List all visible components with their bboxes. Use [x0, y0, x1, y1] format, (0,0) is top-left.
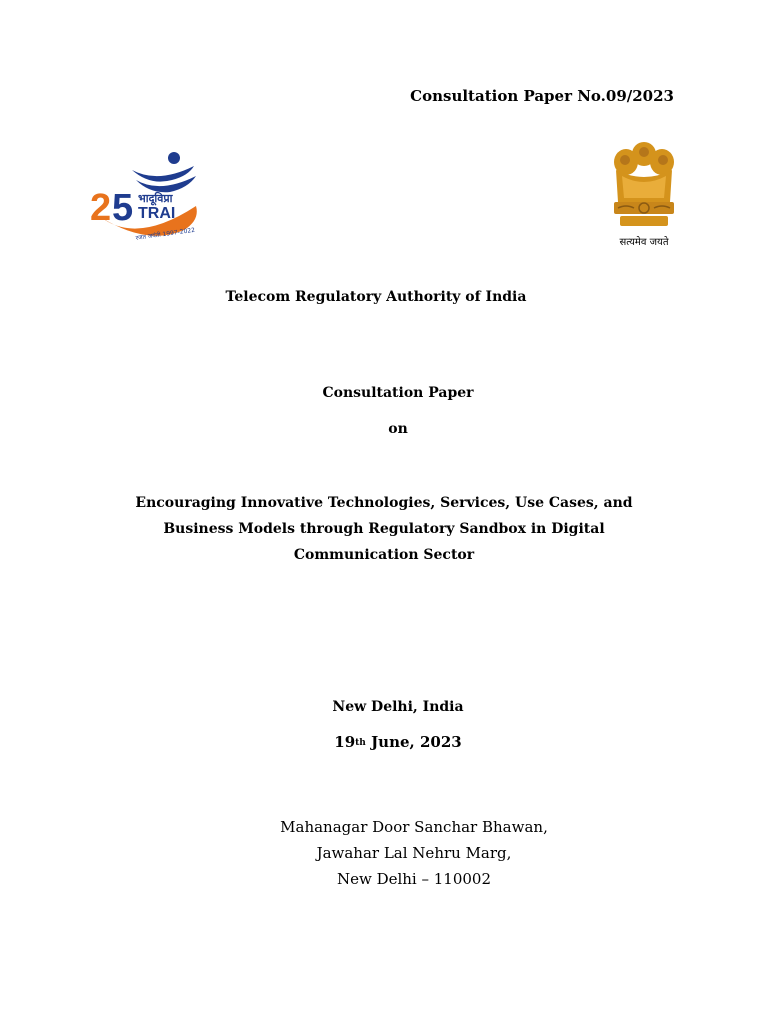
trai-logo [88, 148, 208, 244]
emblem-motto: सत्यमेव जयते [619, 237, 669, 248]
address [30, 814, 768, 892]
date [14, 733, 768, 751]
address-line: Mahanagar Door Sanchar Bhawan, [280, 818, 548, 836]
title-line: Communication Sector [293, 547, 475, 563]
place: New Delhi, India [332, 699, 464, 715]
authority-name: Telecom Regulatory Authority of India [225, 289, 527, 305]
paper-number: Consultation Paper No.09/2023 [410, 87, 674, 105]
connector-word: on [388, 421, 408, 437]
address-line: Jawahar Lal Nehru Marg, [316, 844, 512, 862]
trai-numeral-2: 2 [90, 187, 112, 229]
trai-numeral-5: 5 [112, 187, 134, 229]
national-emblem [604, 140, 684, 250]
date-rest: June, 2023 [365, 733, 462, 751]
trai-hindi-name: भादूविप्रा [138, 192, 173, 205]
lion-capital-icon [604, 140, 684, 232]
paper-title [0, 490, 768, 568]
date-suffix: th [355, 738, 366, 748]
date-day: 19 [334, 733, 356, 751]
title-line: Business Models through Regulatory Sandbox in Digital [163, 521, 605, 537]
title-line: Encouraging Innovative Technologies, Services, Use Cases, and [135, 495, 633, 511]
trai-caption: रजत जयंती 1997-2022 [135, 226, 196, 242]
trai-acronym: TRAI [138, 205, 176, 222]
document-type: Consultation Paper [322, 385, 474, 401]
address-line: New Delhi – 110002 [336, 870, 492, 888]
